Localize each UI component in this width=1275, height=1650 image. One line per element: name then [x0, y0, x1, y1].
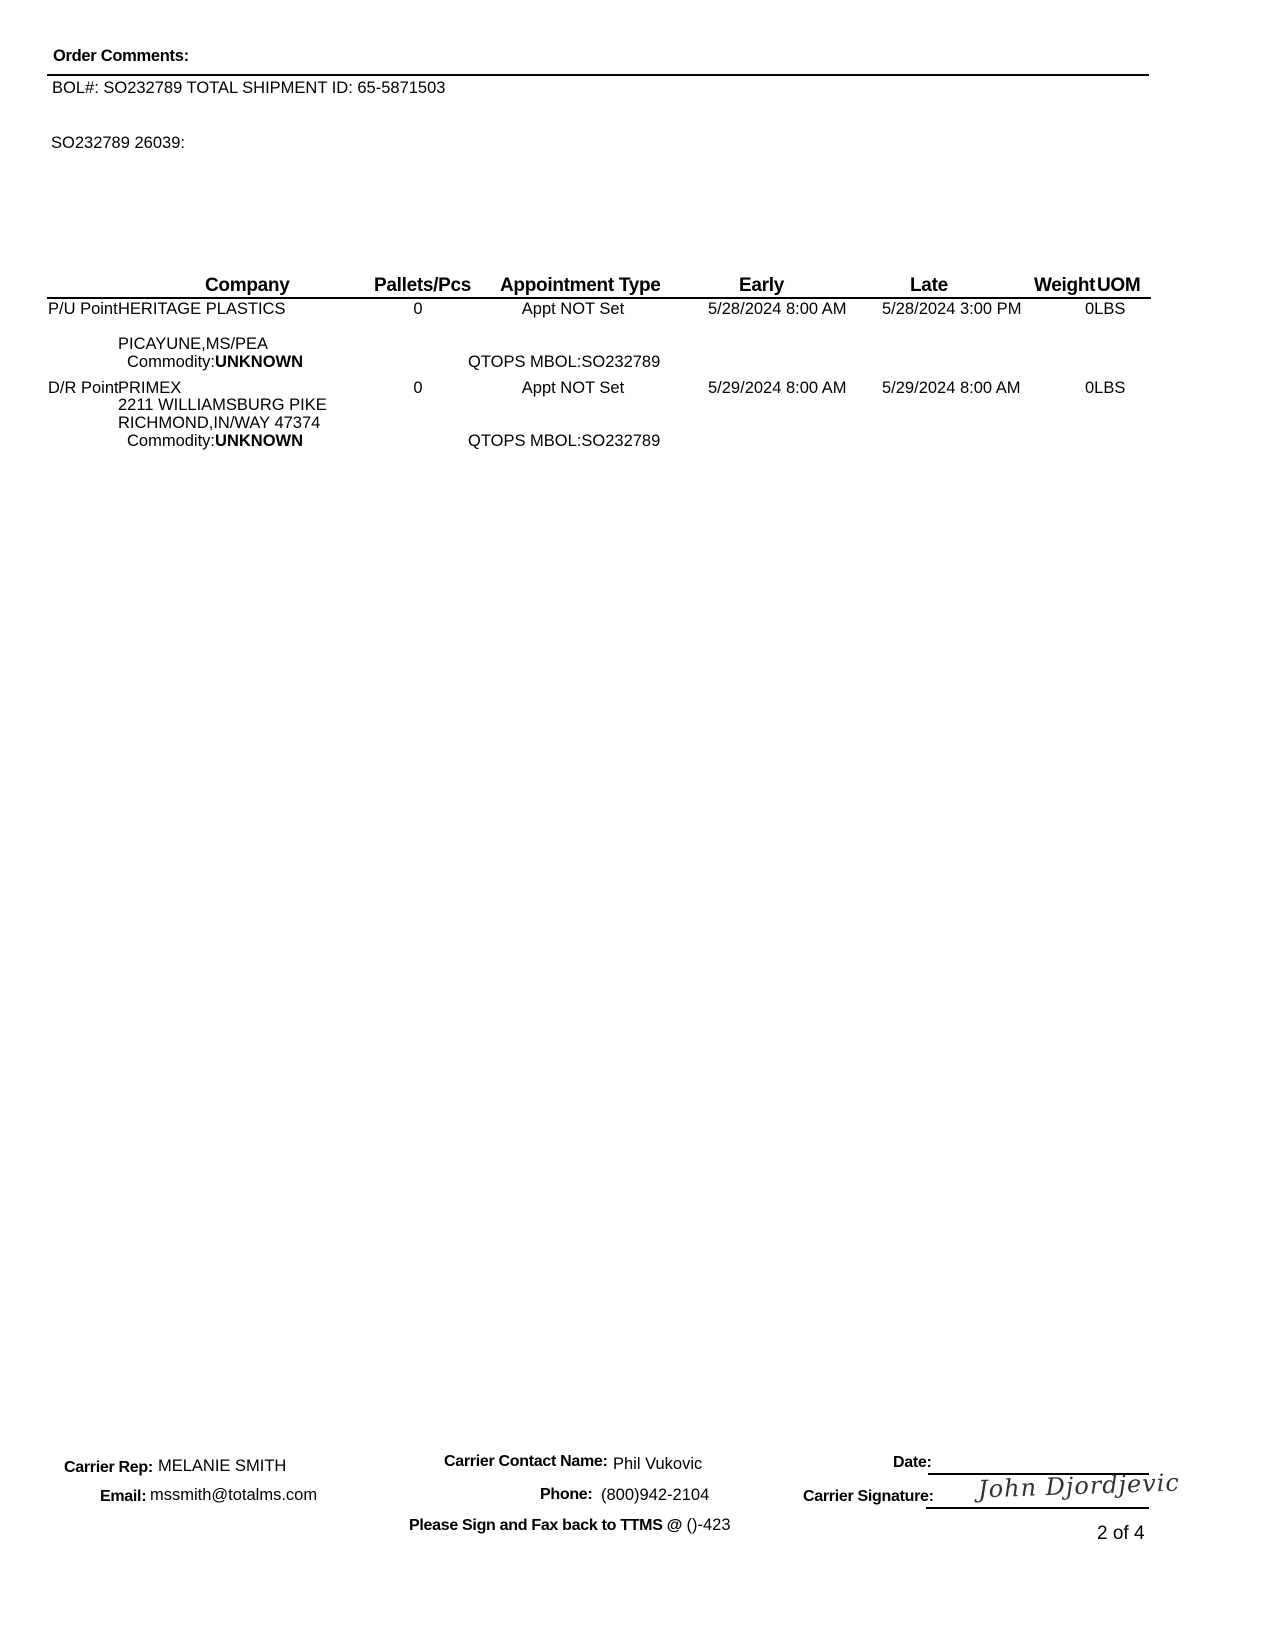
commodity-label: Commodity:: [127, 353, 216, 371]
stop-reference: QTOPS MBOL:SO232789: [468, 432, 661, 450]
commodity-value: UNKNOWN: [215, 353, 304, 371]
fax-number: ()-423: [686, 1516, 731, 1534]
stop-company: PRIMEX: [118, 379, 182, 397]
fax-label: Please Sign and Fax back to TTMS @: [409, 1517, 683, 1534]
stop-commodity: [127, 432, 303, 451]
stop-early: 5/28/2024 8:00 AM: [708, 300, 847, 318]
so-line: SO232789 26039:: [51, 134, 185, 152]
stop-appointment-type: Appt NOT Set: [521, 300, 625, 318]
bol-line: BOL#: SO232789 TOTAL SHIPMENT ID: 65-5871503: [52, 79, 446, 97]
fax-instruction: [409, 1516, 731, 1535]
header-uom: UOM: [1097, 275, 1141, 296]
stop-late: 5/29/2024 8:00 AM: [882, 379, 1021, 397]
stop-address-city: PICAYUNE,MS/PEA: [118, 335, 269, 353]
stop-appointment-type: Appt NOT Set: [521, 379, 625, 397]
date-label: Date:: [893, 1454, 932, 1471]
carrier-signature: John Djordjevic: [977, 1468, 1181, 1504]
stop-pallets: 0: [413, 300, 423, 318]
commodity-value: UNKNOWN: [215, 432, 304, 450]
carrier-rep-value: MELANIE SMITH: [158, 1457, 287, 1475]
stop-early: 5/29/2024 8:00 AM: [708, 379, 847, 397]
email-value: mssmith@totalms.com: [150, 1486, 318, 1504]
email-label: Email:: [100, 1488, 147, 1505]
stop-reference: QTOPS MBOL:SO232789: [468, 353, 661, 371]
order-comments-title: Order Comments:: [53, 47, 189, 65]
header-pallets: Pallets/Pcs: [374, 275, 472, 296]
signature-line: [926, 1507, 1149, 1509]
carrier-contact-name-label: Carrier Contact Name:: [444, 1453, 608, 1470]
header-weight: Weight: [1034, 275, 1096, 296]
signature-label: Carrier Signature:: [803, 1488, 934, 1505]
stop-weight: 0LBS: [1085, 379, 1126, 397]
phone-label: Phone:: [540, 1486, 593, 1503]
header-company: Company: [205, 275, 290, 296]
stop-commodity: [127, 353, 303, 372]
commodity-label: Commodity:: [127, 432, 216, 450]
header-appointment-type: Appointment Type: [500, 275, 661, 296]
carrier-rep-label: Carrier Rep:: [64, 1459, 153, 1476]
comments-divider: [47, 74, 1149, 76]
stop-point-type: P/U Point: [48, 300, 118, 318]
header-late: Late: [910, 275, 948, 296]
stop-weight: 0LBS: [1085, 300, 1126, 318]
table-header-divider: [47, 297, 1151, 299]
stop-pallets: 0: [413, 379, 423, 397]
stop-address-street: 2211 WILLIAMSBURG PIKE: [118, 396, 327, 414]
carrier-contact-name-value: Phil Vukovic: [613, 1455, 703, 1473]
stop-late: 5/28/2024 3:00 PM: [882, 300, 1022, 318]
page-number: 2 of 4: [1097, 1523, 1145, 1544]
stop-company: HERITAGE PLASTICS: [118, 300, 286, 318]
stop-point-type: D/R Point: [48, 379, 119, 397]
header-early: Early: [739, 275, 784, 296]
stop-address-city: RICHMOND,IN/WAY 47374: [118, 414, 321, 432]
phone-value: (800)942-2104: [601, 1486, 710, 1504]
